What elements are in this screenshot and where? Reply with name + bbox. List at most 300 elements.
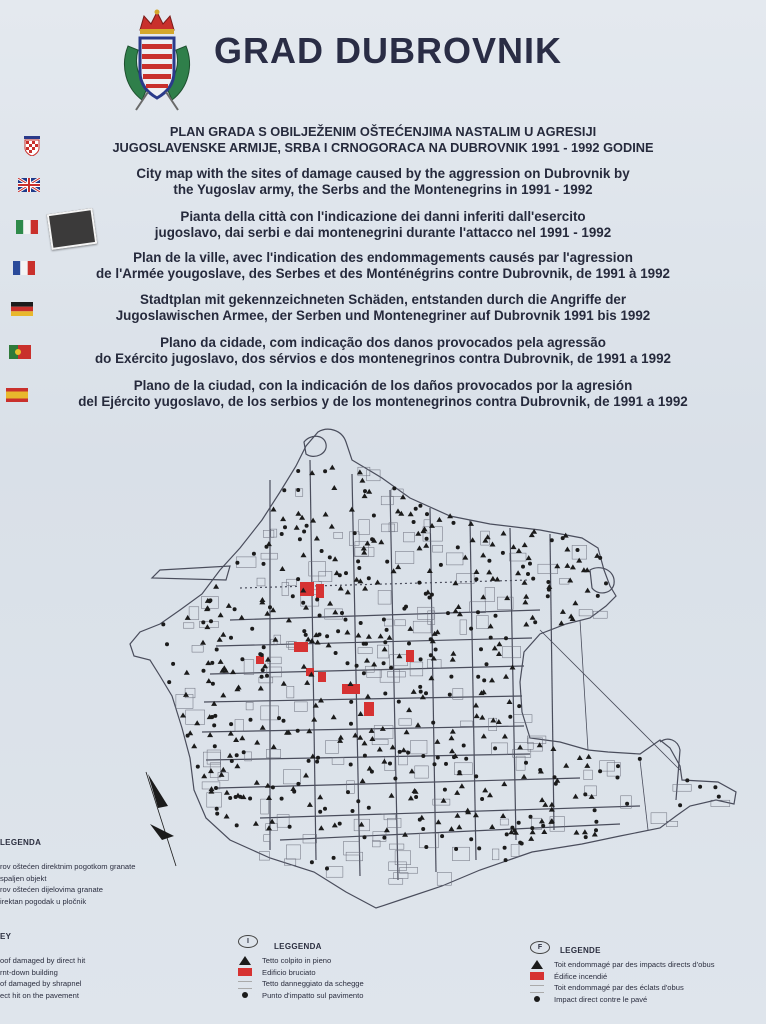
pavement-hit-marker <box>338 573 342 577</box>
pavement-hit-marker <box>521 565 525 569</box>
roof-hit-marker <box>358 711 364 716</box>
caption-italian <box>0 209 766 241</box>
roof-hit-marker <box>254 740 260 745</box>
pavement-hit-marker <box>616 764 620 768</box>
pavement-hit-marker <box>250 627 254 631</box>
pavement-hit-marker <box>598 769 602 773</box>
roof-hit-marker <box>375 580 381 585</box>
roof-hit-marker <box>574 830 580 835</box>
pavement-hit-marker <box>561 536 565 540</box>
roof-hit-marker <box>305 637 311 642</box>
pavement-hit-marker <box>248 797 252 801</box>
roof-hit-marker <box>517 745 523 750</box>
pavement-hit-marker <box>382 618 386 622</box>
pavement-hit-marker <box>406 751 410 755</box>
pavement-hit-marker <box>593 808 597 812</box>
roof-hit-marker <box>266 795 272 800</box>
caption-croatian <box>0 124 766 156</box>
roof-hit-marker <box>423 543 429 548</box>
roof-hit-marker <box>180 713 186 718</box>
pavement-hit-marker <box>530 826 534 830</box>
pavement-hit-marker <box>211 682 215 686</box>
pavement-hit-marker <box>353 531 357 535</box>
pavement-hit-marker <box>382 836 386 840</box>
pavement-hit-marker <box>616 776 620 780</box>
roof-hit-marker <box>217 637 223 642</box>
roof-hit-marker <box>315 640 321 645</box>
roof-hit-marker <box>318 825 324 830</box>
pavement-hit-marker <box>260 653 264 657</box>
pavement-hit-marker <box>318 810 322 814</box>
pavement-hit-marker <box>452 755 456 759</box>
caption-portuguese <box>0 335 766 367</box>
pavement-hit-marker <box>296 782 300 786</box>
pavement-hit-marker <box>212 723 216 727</box>
pavement-hit-marker <box>424 592 428 596</box>
roof-hit-marker <box>450 651 456 656</box>
city-block <box>399 719 412 725</box>
pavement-hit-marker <box>541 824 545 828</box>
roof-hit-marker <box>576 558 582 563</box>
city-block <box>460 721 472 726</box>
pavement-hit-marker <box>504 636 508 640</box>
pavement-hit-marker <box>421 754 425 758</box>
roof-hit-marker <box>239 735 245 740</box>
pavement-hit-marker <box>382 661 386 665</box>
legend-title: LEGENDE <box>560 946 601 955</box>
pavement-hit-marker <box>604 581 608 585</box>
city-block <box>246 702 253 710</box>
pavement-hit-marker <box>517 821 521 825</box>
pavement-hit-marker <box>359 621 363 625</box>
pavement-hit-marker <box>538 768 542 772</box>
red-building-marker-icon <box>530 972 544 980</box>
pavement-hit-marker <box>262 562 266 566</box>
city-block <box>492 849 499 860</box>
pavement-hit-marker <box>282 719 286 723</box>
pavement-hit-marker <box>482 678 486 682</box>
burned-building-marker <box>294 642 308 652</box>
roof-hit-marker <box>523 622 529 627</box>
roof-hit-marker <box>582 829 588 834</box>
city-block <box>579 610 592 616</box>
pavement-hit-marker <box>367 806 371 810</box>
pavement-hit-marker <box>448 693 452 697</box>
pavement-hit-marker <box>418 685 422 689</box>
shrapnel-marker-icon <box>238 981 252 989</box>
pavement-hit-marker <box>418 504 422 508</box>
caption-line: Pianta della città con l'indicazione dei danni inferiti dall'esercito <box>180 209 586 224</box>
city-block <box>391 489 403 497</box>
city-block <box>261 799 269 814</box>
roof-hit-marker <box>395 508 401 513</box>
legend-item: Impact direct contre le pavé <box>554 994 648 1004</box>
roof-hit-marker <box>573 794 579 799</box>
city-block <box>257 578 265 586</box>
caption-line: Jugoslawischen Armee, der Serben und Montenegriner auf Dubrovnik 1991 bis 1992 <box>115 308 651 323</box>
pavement-hit-marker <box>412 520 416 524</box>
roof-hit-marker <box>359 478 365 483</box>
roof-hit-marker <box>408 511 414 516</box>
roof-hit-marker <box>530 615 536 620</box>
pavement-hit-marker <box>678 803 682 807</box>
roof-hit-marker <box>427 568 433 573</box>
legend-item: of damaged by shrapnel <box>0 979 82 988</box>
burned-building-marker <box>256 656 264 664</box>
roof-hit-marker <box>362 740 368 745</box>
pavement-hit-marker <box>429 637 433 641</box>
caption-line: City map with the sites of damage caused by the aggression on Dubrovnik by <box>136 166 630 181</box>
roof-hit-marker <box>280 516 286 521</box>
pavement-hit-marker <box>280 532 284 536</box>
pavement-hit-marker <box>171 662 175 666</box>
city-block <box>511 845 519 857</box>
city-block <box>261 553 277 559</box>
roof-hit-marker <box>560 609 566 614</box>
city-block <box>560 578 569 584</box>
pavement-hit-marker <box>356 799 360 803</box>
roof-hit-marker <box>206 678 212 683</box>
roof-hit-marker <box>303 773 309 778</box>
roof-hit-marker <box>306 728 312 733</box>
legend-item: rov oštećen direktnim pogotkom granate <box>0 862 136 871</box>
pavement-hit-marker <box>596 594 600 598</box>
pavement-hit-marker <box>315 760 319 764</box>
roof-hit-marker <box>409 768 415 773</box>
roof-hit-marker <box>396 653 402 658</box>
pavement-hit-marker <box>388 762 392 766</box>
pavement-hit-marker <box>398 750 402 754</box>
roof-hit-marker <box>205 605 211 610</box>
caption-line: de l'Armée yougoslave, des Serbes et des Monténégrins contre Dubrovnik, de 1991 à 1992 <box>96 266 670 281</box>
triangle-marker-icon <box>531 960 543 969</box>
pavement-hit-marker <box>363 835 367 839</box>
pavement-hit-marker <box>201 620 205 624</box>
pavement-hit-marker <box>487 559 491 563</box>
pavement-hit-marker <box>434 648 438 652</box>
roof-hit-marker <box>332 609 338 614</box>
pavement-hit-marker <box>526 572 530 576</box>
roof-hit-marker <box>447 513 453 518</box>
roof-hit-marker <box>577 755 583 760</box>
caption-english <box>0 166 766 198</box>
pavement-hit-marker <box>393 777 397 781</box>
pavement-hit-marker <box>529 815 533 819</box>
roof-hit-marker <box>563 763 569 768</box>
city-block <box>388 672 406 678</box>
pavement-hit-marker <box>717 795 721 799</box>
roof-hit-marker <box>365 694 371 699</box>
pavement-hit-marker <box>215 648 219 652</box>
legend-french <box>530 940 715 1005</box>
roof-hit-marker <box>507 699 513 704</box>
roof-hit-marker <box>362 493 368 498</box>
pavement-hit-marker <box>296 488 300 492</box>
pavement-hit-marker <box>367 576 371 580</box>
city-block <box>282 582 288 595</box>
city-block <box>516 756 525 770</box>
pavement-hit-marker <box>598 556 602 560</box>
city-block <box>378 591 391 605</box>
roof-hit-marker <box>387 635 393 640</box>
pavement-hit-marker <box>424 691 428 695</box>
roof-hit-marker <box>411 689 417 694</box>
pavement-hit-marker <box>480 797 484 801</box>
caption-line: Plano de la ciudad, con la indicación de los daños provocados por la agresión <box>133 378 633 393</box>
pavement-hit-marker <box>252 552 256 556</box>
pavement-hit-marker <box>493 746 497 750</box>
pavement-hit-marker <box>479 647 483 651</box>
legend-italian <box>238 932 364 1001</box>
pavement-hit-marker <box>334 651 338 655</box>
pavement-hit-marker <box>325 634 329 638</box>
roof-hit-marker <box>331 485 337 490</box>
roof-hit-marker <box>510 665 516 670</box>
roof-hit-marker <box>227 753 233 758</box>
legend-title: LEGENDA <box>0 838 42 847</box>
roof-hit-marker <box>542 802 548 807</box>
pavement-hit-marker <box>265 674 269 678</box>
roof-hit-marker <box>420 694 426 699</box>
pavement-hit-marker <box>485 662 489 666</box>
roof-hit-marker <box>453 580 459 585</box>
pavement-hit-marker <box>462 744 466 748</box>
roof-hit-marker <box>323 512 329 517</box>
legend-item: Tetto colpito in pieno <box>262 956 332 965</box>
roof-hit-marker <box>465 808 471 813</box>
pavement-hit-marker <box>383 692 387 696</box>
roof-hit-marker <box>279 566 285 571</box>
legend-item: Edificio bruciato <box>262 967 316 977</box>
city-block <box>404 532 415 542</box>
legend-language-badge: F <box>530 941 550 954</box>
city-block <box>510 553 527 561</box>
roof-hit-marker <box>584 763 590 768</box>
page-title: GRAD DUBROVNIK <box>214 30 563 71</box>
city-block <box>264 835 270 842</box>
burned-building-marker <box>364 702 374 716</box>
city-block <box>325 741 338 754</box>
pavement-hit-marker <box>356 559 360 563</box>
roof-hit-marker <box>501 781 507 786</box>
roof-hit-marker <box>378 633 384 638</box>
roof-hit-marker <box>220 632 226 637</box>
pavement-hit-marker <box>439 563 443 567</box>
roof-hit-marker <box>503 674 509 679</box>
pavement-hit-marker <box>402 607 406 611</box>
pavement-hit-marker <box>167 680 171 684</box>
legend-item: rov oštećen dijelovima granate <box>0 885 103 894</box>
pavement-hit-marker <box>554 782 558 786</box>
roof-hit-marker <box>184 670 190 675</box>
pavement-hit-marker <box>424 845 428 849</box>
legend-item: irektan pogodak u pločnik <box>0 896 87 906</box>
roof-hit-marker <box>213 584 219 589</box>
caption-line: the Yugoslav army, the Serbs and the Montenegrins in 1991 - 1992 <box>173 182 593 197</box>
pavement-hit-marker <box>304 633 308 637</box>
pavement-hit-marker <box>425 512 429 516</box>
pavement-hit-marker <box>346 661 350 665</box>
pavement-hit-marker <box>186 734 190 738</box>
city-block <box>651 813 667 824</box>
city-block <box>294 702 307 711</box>
pavement-hit-marker <box>421 827 425 831</box>
pavement-hit-marker <box>214 786 218 790</box>
pavement-hit-marker <box>576 548 580 552</box>
city-block <box>266 749 280 758</box>
roof-hit-marker <box>434 739 440 744</box>
pavement-hit-marker <box>713 785 717 789</box>
pavement-hit-marker <box>528 562 532 566</box>
city-block <box>359 520 370 535</box>
pavement-hit-marker <box>291 594 295 598</box>
city-block <box>460 620 467 634</box>
pavement-hit-marker <box>638 757 642 761</box>
pavement-hit-marker <box>504 858 508 862</box>
pavement-hit-marker <box>277 716 281 720</box>
pavement-hit-marker <box>260 675 264 679</box>
roof-hit-marker <box>501 531 507 536</box>
city-block <box>377 645 388 658</box>
pavement-hit-marker <box>229 722 233 726</box>
roof-hit-marker <box>504 595 510 600</box>
pavement-hit-marker <box>454 847 458 851</box>
roof-hit-marker <box>474 713 480 718</box>
roof-hit-marker <box>406 707 412 712</box>
roof-hit-marker <box>486 569 492 574</box>
roof-hit-marker <box>500 813 506 818</box>
pavement-hit-marker <box>296 577 300 581</box>
roof-hit-marker <box>511 544 517 549</box>
roof-hit-marker <box>230 669 236 674</box>
caption-line: do Exército jugoslavo, dos sérvios e dos montenegrinos contra Dubrovnik, de 1991 a 1992 <box>95 351 671 366</box>
pavement-hit-marker <box>364 642 368 646</box>
roof-hit-marker <box>362 586 368 591</box>
city-block <box>395 620 406 626</box>
legend-item: oof damaged by direct hit <box>0 956 86 965</box>
pavement-hit-marker <box>298 537 302 541</box>
roof-hit-marker <box>585 588 591 593</box>
roof-hit-marker <box>307 802 313 807</box>
legend-item: Tetto danneggiato da schegge <box>262 979 364 988</box>
burned-building-marker <box>406 650 414 662</box>
roof-hit-marker <box>301 552 307 557</box>
pavement-hit-marker <box>594 828 598 832</box>
city-block <box>400 868 418 874</box>
roof-hit-marker <box>301 664 307 669</box>
pavement-hit-marker <box>344 618 348 622</box>
pavement-hit-marker <box>429 653 433 657</box>
roof-hit-marker <box>490 542 496 547</box>
city-block <box>538 564 558 574</box>
roof-hit-marker <box>371 662 377 667</box>
pavement-hit-marker <box>296 729 300 733</box>
roof-hit-marker <box>224 814 230 819</box>
pavement-hit-marker <box>271 785 275 789</box>
roof-hit-marker <box>220 767 226 772</box>
roof-hit-marker <box>258 686 264 691</box>
pavement-hit-marker <box>419 690 423 694</box>
city-block <box>319 571 332 581</box>
pavement-hit-marker <box>302 530 306 534</box>
roof-hit-marker <box>201 773 207 778</box>
roof-hit-marker <box>361 546 367 551</box>
roof-hit-marker <box>521 774 527 779</box>
pavement-hit-marker <box>318 633 322 637</box>
caption-line: Plan de la ville, avec l'indication des endommagements causés par l'agression <box>133 250 633 265</box>
pavement-hit-marker <box>268 605 272 609</box>
roof-hit-marker <box>473 703 479 708</box>
roof-hit-marker <box>522 542 528 547</box>
caption-line: Plano da cidade, com indicação dos danos provocados pela agressão <box>160 335 606 350</box>
roof-hit-marker <box>459 783 465 788</box>
caption-line: jugoslavo, dai serbi e dai montenegrini durante l'attacco nel 1991 - 1992 <box>154 225 612 240</box>
city-block <box>485 588 495 602</box>
roof-hit-marker <box>490 576 496 581</box>
city-block <box>503 647 521 658</box>
roof-hit-marker <box>468 521 474 526</box>
legend-english <box>0 932 85 1001</box>
caption-line: del Ejército yugoslavo, de los serbios y de los montenegrinos contra Dubrovnik, de 1991 a 1992 <box>78 394 688 409</box>
roof-hit-marker <box>327 601 333 606</box>
pavement-hit-marker <box>430 593 434 597</box>
pavement-hit-marker <box>318 614 322 618</box>
city-block <box>183 623 194 628</box>
pavement-hit-marker <box>328 555 332 559</box>
pavement-hit-marker <box>464 757 468 761</box>
roof-hit-marker <box>516 548 522 553</box>
city-block <box>395 551 414 563</box>
roof-hit-marker <box>496 641 502 646</box>
pavement-hit-marker <box>228 796 232 800</box>
pavement-hit-marker <box>425 537 429 541</box>
roof-hit-marker <box>456 824 462 829</box>
roof-hit-marker <box>364 658 370 663</box>
pavement-hit-marker <box>553 775 557 779</box>
city-block <box>186 710 205 724</box>
city-block <box>286 845 300 859</box>
roof-hit-marker <box>526 555 532 560</box>
pavement-hit-marker <box>407 642 411 646</box>
legend-item: ect hit on the pavement <box>0 990 79 1000</box>
pavement-hit-marker <box>469 837 473 841</box>
pavement-hit-marker <box>392 486 396 490</box>
pavement-hit-marker <box>477 846 481 850</box>
city-block <box>332 757 344 764</box>
roof-hit-marker <box>408 795 414 800</box>
pavement-hit-marker <box>444 762 448 766</box>
caption-german <box>0 292 766 324</box>
pavement-hit-marker <box>316 756 320 760</box>
roof-hit-marker <box>364 541 370 546</box>
roof-hit-marker <box>541 829 547 834</box>
pavement-hit-marker <box>307 759 311 763</box>
caption-line: JUGOSLAVENSKE ARMIJE, SRBA I CRNOGORACA NA DUBROVNIK 1991 - 1992 GODINE <box>112 140 654 155</box>
roof-hit-marker <box>200 640 206 645</box>
pavement-hit-marker <box>433 762 437 766</box>
roof-hit-marker <box>360 778 366 783</box>
roof-hit-marker <box>381 759 387 764</box>
roof-hit-marker <box>450 729 456 734</box>
triangle-marker-icon <box>239 956 251 965</box>
pavement-hit-marker <box>208 599 212 603</box>
pavement-hit-marker <box>436 756 440 760</box>
pavement-hit-marker <box>305 524 309 528</box>
pavement-hit-marker <box>469 627 473 631</box>
roof-hit-marker <box>329 465 335 470</box>
roof-hit-marker <box>481 733 487 738</box>
roof-hit-marker <box>482 787 488 792</box>
